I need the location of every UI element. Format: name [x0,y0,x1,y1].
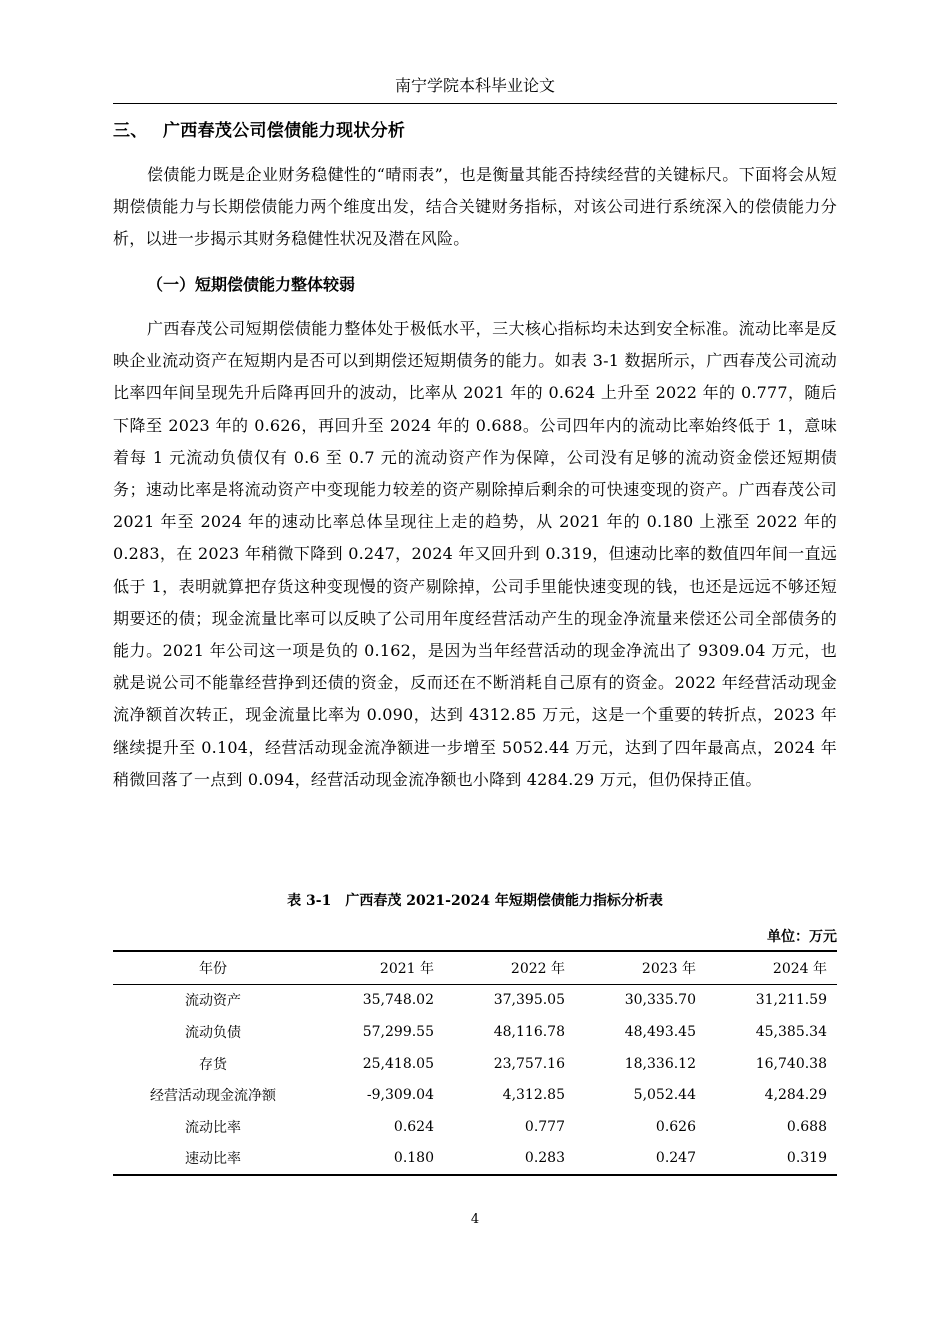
column-header: 2021 年 [379,960,434,977]
indicator-table [113,950,837,1176]
table-cell: 18,336.12 [624,1055,696,1072]
subsection-heading: （一）短期偿债能力整体较弱 [147,275,356,294]
table-cell: 37,395.05 [493,992,565,1009]
column-header: 2024 年 [772,960,827,977]
table-cell: 31,211.59 [755,992,827,1009]
table-cell: 35,748.02 [362,992,434,1009]
row-label: 流动资产 [185,993,241,1010]
table-cell: 0.319 [786,1150,827,1167]
section-title: 广西春茂公司偿债能力现状分析 [163,121,406,141]
table-cell: 0.247 [655,1150,696,1167]
table-cell: 4,312.85 [502,1087,565,1104]
table-cell: 4,284.29 [764,1087,827,1104]
row-label: 存货 [199,1056,227,1073]
header-divider [113,103,837,104]
column-header: 年份 [199,960,227,977]
table-row [113,1143,837,1176]
table-caption: 表 3-1 广西春茂 2021-2024 年短期偿债能力指标分析表 [287,893,663,909]
column-header: 2023 年 [641,960,696,977]
table-row [113,1079,837,1111]
table-cell: 0.777 [524,1118,565,1135]
row-label: 速动比率 [185,1151,241,1168]
section-number: 三、 [113,121,148,141]
table-cell: 5,052.44 [633,1087,696,1104]
table-unit: 单位：万元 [767,929,837,945]
table-row [113,1111,837,1143]
page-header: 南宁学院本科毕业论文 [394,76,555,95]
row-label: 经营活动现金流净额 [150,1088,276,1105]
section-heading [113,118,405,144]
table-cell: 23,757.16 [493,1055,565,1072]
column-header: 2022 年 [510,960,565,977]
table-cell: 30,335.70 [624,992,696,1009]
row-label: 流动比率 [185,1119,241,1136]
table-cell: 48,116.78 [493,1023,565,1040]
table-header-row [113,951,837,984]
intro-paragraph: 偿债能力既是企业财务稳健性的“晴雨表”，也是衡量其能否持续经营的关键标尺。下面将会从短期偿债能力与长期偿债能力两个维度出发，结合关键财务指标，对该公司进行系统深入的偿债能力分析，以进一步揭示其财务稳健性状况及潜在风险。 [113,165,837,249]
table-cell: 0.180 [393,1150,434,1167]
table-cell: 45,385.34 [755,1023,827,1040]
row-label: 流动负债 [185,1024,241,1041]
table-row [113,1016,837,1048]
table-cell: 0.626 [655,1118,696,1135]
table-row [113,984,837,1016]
page-number: 4 [470,1212,480,1227]
table-cell: 16,740.38 [755,1055,827,1072]
table-cell: 48,493.45 [624,1023,696,1040]
table-cell: -9,309.04 [366,1087,434,1104]
table-cell: 0.624 [393,1118,434,1135]
table-cell: 57,299.55 [362,1023,434,1040]
table-cell: 0.283 [524,1150,565,1167]
table-cell: 25,418.05 [362,1055,434,1072]
body-paragraph: 广西春茂公司短期偿债能力整体处于极低水平，三大核心指标均未达到安全标准。流动比率是反映企业流动资产在短期内是否可以到期偿还短期债务的能力。如表 3-1 数据所示，广西春茂公司流动比率四年间呈现先升后降再回升的波动，比率从 2021 年的 0.624 上升至 2022 年的 0.777，随后下降至 2023 年的 0.626，再回升至 2024 年的 0.688。公司四年内的流动比率始终低于 1，意味着每 1 元流动负债仅有 0.6 至 0.7 元的流动资产作为保障，公司没有足够的流动资金偿还短期债务；速动比率是将流动资产中变现能力较差的资产剔除掉后剩余的可快速变现的资产。广西春茂公司 2021 年至 2024 年的速动比率总体呈现往上走的趋势，从 2021 年的 0.180 上涨至 2022 年的 0.283，在 2023 年稍微下降到 0.247，2024 年又回升到 0.319，但速动比率的数值四年间一直远低于 1，表明就算把存货这种变现慢的资产剔除掉，公司手里能快速变现的钱，也还是远远不够还短期要还的债；现金流量比率可以反映了公司用年度经营活动产生的现金净流量来偿还公司全部债务的能力。2021 年公司这一项是负的 0.162，是因为当年经营活动的现金净流出了 9309.04 万元，也就是说公司不能靠经营挣到还债的资金，反而还在不断消耗自己原有的资金。2022 年经营活动现金流净额首次转正，现金流量比率为 0.090，达到 4312.85 万元，这是一个重要的转折点，2023 年继续提升至 0.104，经营活动现金流净额进一步增至 5052.44 万元，达到了四年最高点，2024 年稍微回落了一点到 0.094，经营活动现金流净额也小降到 4284.29 万元，但仍保持正值。 [113,319,837,789]
table-row [113,1048,837,1080]
table-cell: 0.688 [786,1118,827,1135]
